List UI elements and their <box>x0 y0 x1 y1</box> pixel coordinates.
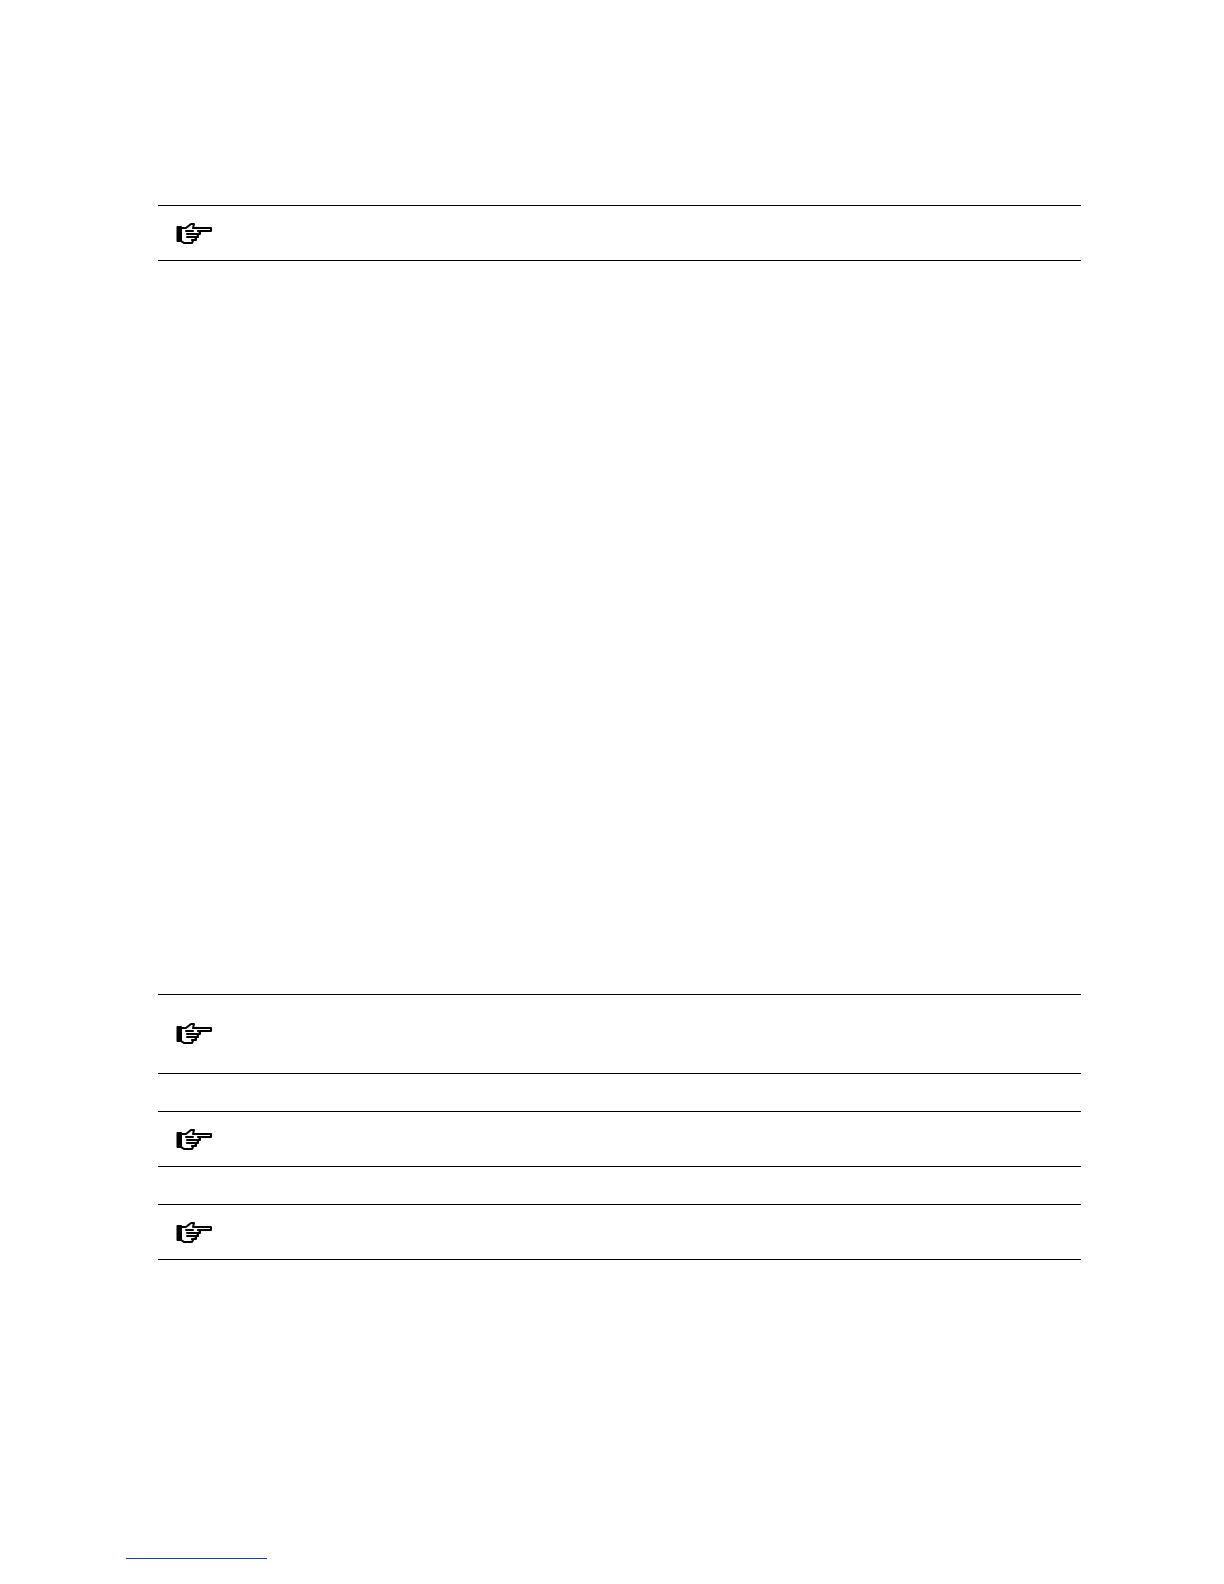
footnote-separator <box>126 1558 267 1559</box>
pointing-hand-icon <box>176 1128 214 1152</box>
pointing-hand-icon <box>176 1221 214 1245</box>
note-box <box>158 994 1081 1074</box>
note-box <box>158 1204 1081 1260</box>
pointing-hand-icon <box>176 1022 214 1046</box>
pointing-hand-icon <box>176 222 214 246</box>
note-box <box>158 205 1081 261</box>
note-box <box>158 1111 1081 1167</box>
